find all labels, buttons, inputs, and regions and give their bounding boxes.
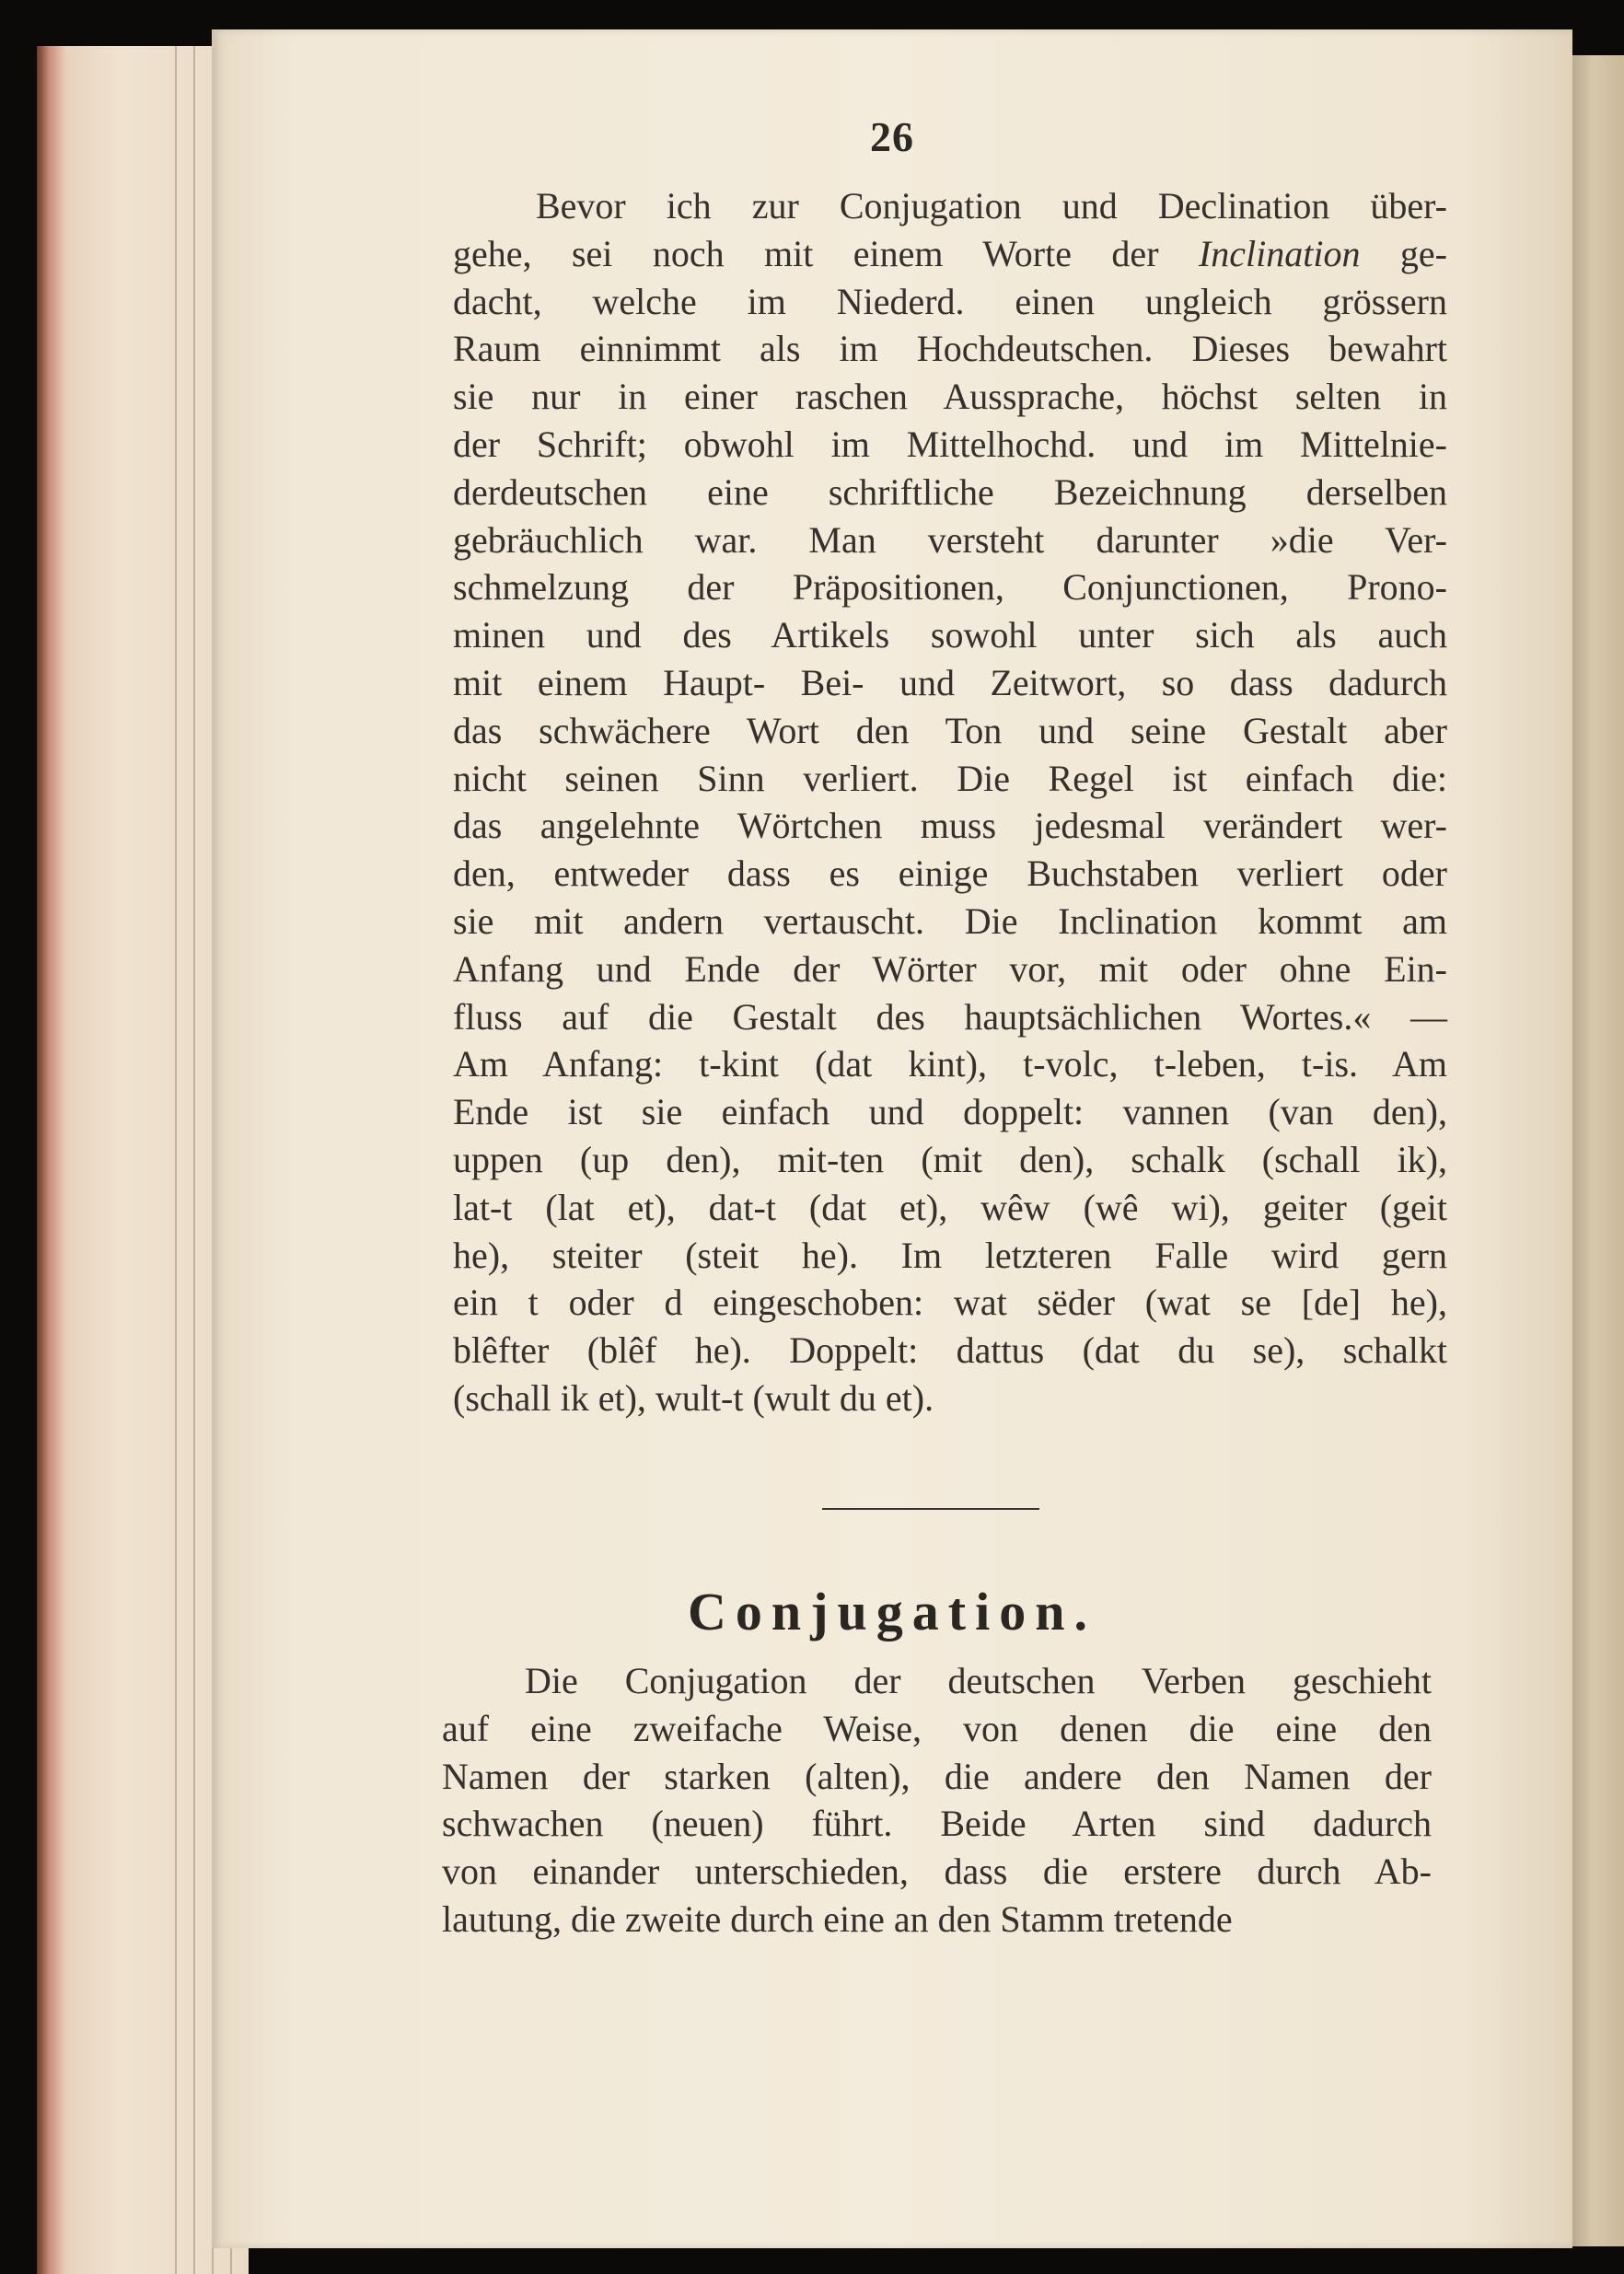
italic-term: Inclination: [1198, 232, 1361, 274]
text-line: he), steiter (steit he). Im letzteren Falle wird gern: [453, 1234, 1447, 1276]
text-line: uppen (up den), mit-ten (mit den), schalk (schall ik),: [453, 1138, 1447, 1180]
page-number: 26: [870, 113, 914, 160]
page-edge-line: [193, 46, 195, 2274]
paragraph-conjugation: [442, 1657, 1432, 1943]
book-page: [212, 29, 1572, 2248]
text-line: von einander unterschieden, dass die erstere durch Ab-: [442, 1851, 1432, 1893]
text-line: Raum einnimmt als im Hochdeutschen. Dieses bewahrt: [453, 328, 1447, 370]
section-heading: Conjugation.: [688, 1582, 1096, 1642]
text-line: blêfter (blêf he). Doppelt: dattus (dat du se), schalkt: [453, 1329, 1447, 1372]
text-line: Namen der starken (alten), die andere den Namen der: [442, 1755, 1432, 1797]
text-line: lautung, die zweite durch eine an den Stamm tretende: [442, 1897, 1233, 1940]
text-line: fluss auf die Gestalt des hauptsächlichen Wortes.« —: [453, 995, 1447, 1038]
text-line: mit einem Haupt- Bei- und Zeitwort, so dass dadurch: [453, 661, 1447, 703]
text-line: ein t oder d eingeschoben: wat sëder (wat se [de] he),: [453, 1282, 1447, 1324]
text-line: (schall ik et), wult-t (wult du et).: [453, 1376, 934, 1419]
text-line: auf eine zweifache Weise, von denen die eine den: [442, 1707, 1432, 1749]
text-line: der Schrift; obwohl im Mittelhochd. und im Mittelnie-: [453, 423, 1447, 465]
section-divider: [822, 1508, 1039, 1510]
text-line: gehe, sei noch mit einem Worte der Inclination ge-: [453, 232, 1447, 274]
text-line: Bevor ich zur Conjugation und Declination über-: [536, 185, 1447, 226]
text-line: schmelzung der Präpositionen, Conjunctionen, Prono-: [453, 566, 1447, 609]
text-line: lat-t (lat et), dat-t (dat et), wêw (wê wi), geiter (geit: [453, 1186, 1447, 1228]
text-line: das angelehnte Wörtchen muss jedesmal verändert wer-: [453, 805, 1447, 847]
page-edge-line: [175, 46, 177, 2274]
text-line: schwachen (neuen) führt. Beide Arten sind dadurch: [442, 1803, 1432, 1845]
text-line: sie mit andern vertauscht. Die Inclination kommt am: [453, 899, 1447, 942]
text-line: das schwächere Wort den Ton und seine Gestalt aber: [453, 709, 1447, 751]
text-line: sie nur in einer raschen Aussprache, höchst selten in: [453, 376, 1447, 418]
text-line: Anfang und Ende der Wörter vor, mit oder ohne Ein-: [453, 947, 1447, 990]
text-line: dacht, welche im Niederd. einen ungleich grössern: [453, 280, 1447, 322]
text-line: Ende ist sie einfach und doppelt: vannen (van den),: [453, 1091, 1447, 1133]
text-line: minen und des Artikels sowohl unter sich als auch: [453, 614, 1447, 656]
right-page-edge: [1572, 55, 1624, 2246]
text-line: derdeutschen eine schriftliche Bezeichnung derselben: [453, 470, 1447, 513]
text-line: den, entweder dass es einige Buchstaben verliert oder: [453, 853, 1447, 895]
text-line: Die Conjugation der deutschen Verben geschieht: [525, 1660, 1432, 1701]
text-line: Am Anfang: t-kint (dat kint), t-volc, t-leben, t-is. Am: [453, 1043, 1447, 1085]
paragraph-inclination: [453, 182, 1447, 1422]
text-line: gebräuchlich war. Man versteht darunter »die Ver-: [453, 518, 1447, 561]
text-line: nicht seinen Sinn verliert. Die Regel ist einfach die:: [453, 757, 1447, 799]
